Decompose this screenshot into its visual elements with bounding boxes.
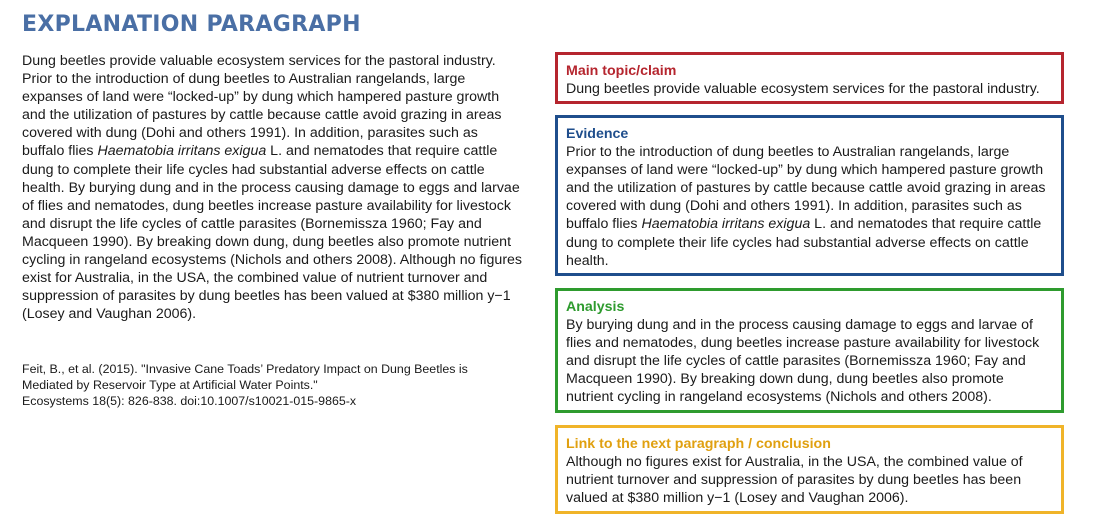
paragraph-evidence-part2: L. and nematodes that require cattle dung to complete their life cycles had substantial adverse effects on cattle health. [22, 143, 498, 196]
citation-line-2: Mediated by Reservoir Type at Artificial Water Points." [22, 378, 318, 392]
paragraph-claim: Dung beetles provide valuable ecosystem services for the pastoral industry. [22, 53, 496, 69]
link-box [555, 425, 1064, 514]
paragraph-link: Although no figures exist for Australia, in the USA, the combined value of nutrient turnover and suppression of parasites by dung beetles has been valued at $380 million y−1 (Losey and Vaughan 2006). [22, 252, 523, 323]
link-text: Although no figures exist for Australia, in the USA, the combined value of nutrient turnover and suppression of parasites by dung beetles has been valued at $380 million y−1 (Losey and Vaughan 2006). [566, 454, 1023, 507]
citation-line-3: Ecosystems 18(5): 826-838. doi:10.1007/s10021-015-9865-x [22, 394, 357, 408]
evidence-text-part1: Prior to the introduction of dung beetles to Australian rangelands, large expanses of land were “locked-up” by dung which hampered pasture growth and the utilization of pastures by cattle because cattle avoid grazing in areas covered with dung (Dohi and others 1991). In addition, parasites such as buffalo flies [566, 144, 1046, 233]
paragraph-evidence-part1: Prior to the introduction of dung beetles to Australian rangelands, large expanses of land were “locked-up” by dung which hampered pasture growth and the utilization of pastures by cattle because cattle avoid grazing in areas covered with dung (Dohi and others 1991). In addition, parasites such as buffalo flies [22, 71, 502, 160]
page-title: EXPLANATION PARAGRAPH [22, 12, 361, 37]
paragraph-analysis: By burying dung and in the process causing damage to eggs and larvae of flies and nematodes, dung beetles increase pasture availability for livestock and disrupt the life cycles of cattle parasites (Bornemissza 1960; Fay and Macqueen 1990). By breaking down dung, dung beetles also promote nutrient cycling in rangeland ecosystems (Nichols and others 2008). [22, 179, 520, 269]
paragraph-species-name: Haematobia irritans exigua [97, 143, 267, 160]
analysis-text: By burying dung and in the process causing damage to eggs and larvae of flies and nematodes, dung beetles increase pasture availability for livestock and disrupt the life cycles of cattle parasites (Bornemissza 1960; Fay and Macqueen 1990). By breaking down dung, dung beetles also promote nutrient cycling in rangeland ecosystems (Nichols and others 2008). [566, 317, 1040, 406]
evidence-label: Evidence [566, 126, 629, 142]
main-claim-label: Main topic/claim [566, 63, 677, 79]
citation-line-1: Feit, B., et al. (2015). "Invasive Cane Toads’ Predatory Impact on Dung Beetles is [22, 362, 468, 376]
link-label: Link to the next paragraph / conclusion [566, 436, 831, 452]
evidence-species-name: Haematobia irritans exigua [641, 216, 811, 233]
main-claim-box [555, 52, 1064, 104]
analysis-box [555, 288, 1064, 413]
explanation-paragraph [22, 52, 524, 323]
citation [22, 361, 542, 409]
analysis-label: Analysis [566, 299, 625, 315]
evidence-text [566, 143, 1053, 270]
evidence-box [555, 115, 1064, 276]
evidence-text-part2: L. and nematodes that require cattle dung to complete their life cycles had substantial adverse effects on cattle health. [566, 216, 1042, 269]
main-claim-text: Dung beetles provide valuable ecosystem services for the pastoral industry. [566, 81, 1040, 98]
